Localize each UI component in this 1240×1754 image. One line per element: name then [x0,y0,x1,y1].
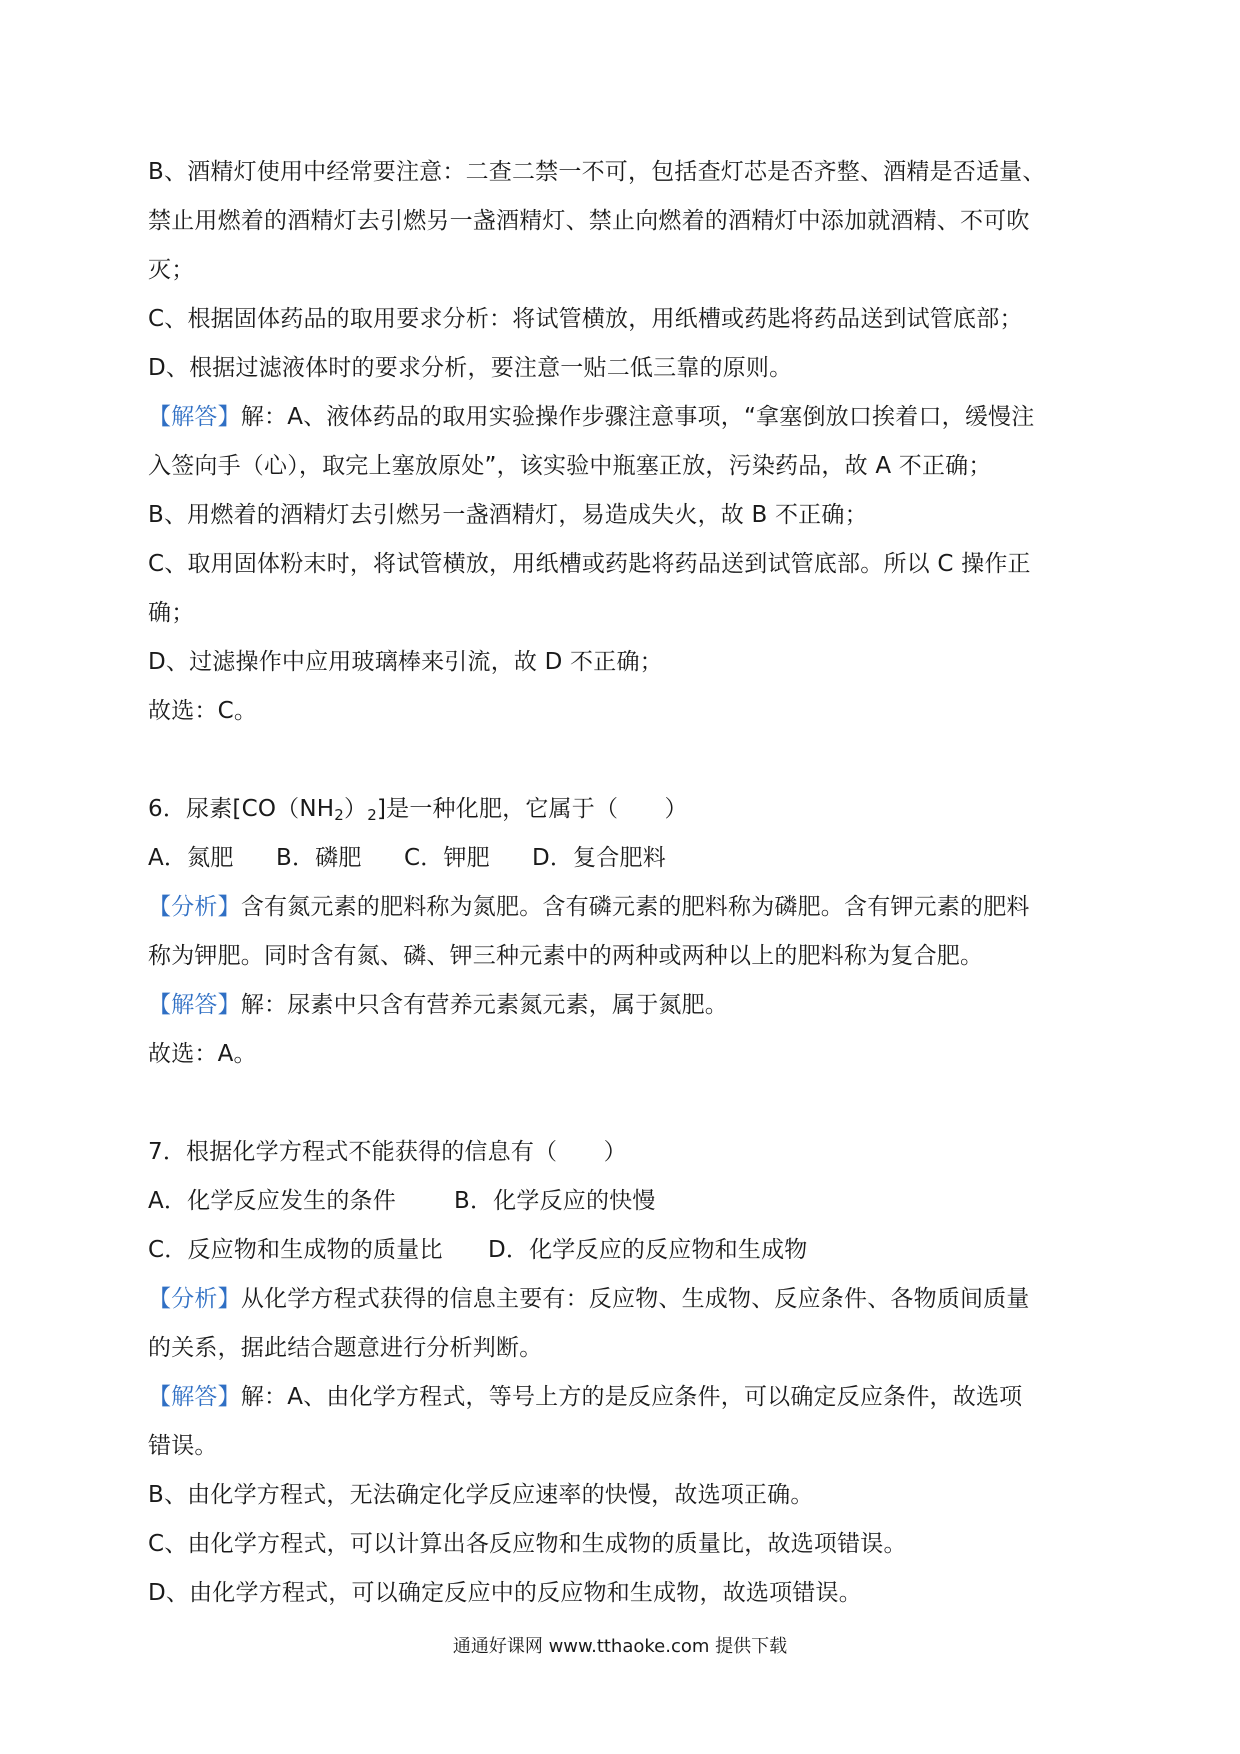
question-stem: 7．根据化学方程式不能获得的信息有（ ） [148,1139,627,1165]
analysis-line [148,1275,1096,1324]
answer-line [148,393,1096,442]
stem-part: ]是一种化肥，它属于（ ） [376,796,688,822]
option-b: B．磷肥 [276,845,362,871]
text-line: D、根据过滤液体时的要求分析，要注意一贴二低三靠的原则。 [148,355,793,381]
analysis-text: 含有氮元素的肥料称为氮肥。含有磷元素的肥料称为磷肥。含有钾元素的肥料 [240,894,1030,920]
option-c: C．钾肥 [404,845,490,871]
text-line: 入签向手（心），取完上塞放原处”，该实验中瓶塞正放，污染药品，故 A 不正确； [148,453,992,479]
choice-line: 故选：A。 [148,1041,257,1067]
text-line: 禁止用燃着的酒精灯去引燃另一盏酒精灯、禁止向燃着的酒精灯中添加就酒精、不可吹 [148,208,1030,234]
answer-line [148,1373,1096,1422]
answer-text: 解：尿素中只含有营养元素氮元素，属于氮肥。 [240,992,729,1018]
text-line: D、过滤操作中应用玻璃棒来引流，故 D 不正确； [148,649,663,675]
answer-tag: 【解答】 [148,404,241,430]
document-body [148,148,1096,1618]
option-b: B．化学反应的快慢 [454,1188,656,1214]
choice-line: 故选：C。 [148,698,258,724]
text-line: B、用燃着的酒精灯去引燃另一盏酒精灯，易造成失火，故 B 不正确； [148,502,868,528]
stem-part: ） [344,796,368,822]
options-row [148,834,1096,883]
answer-text: 解：A、液体药品的取用实验操作步骤注意事项，“拿塞倒放口挨着口，缓慢注 [240,404,1035,430]
text-line: C、取用固体粉末时，将试管横放，用纸槽或药匙将药品送到试管底部。所以 C 操作正 [148,551,1031,577]
analysis-tag: 【分析】 [148,894,241,920]
answer-tag: 【解答】 [148,1384,241,1410]
spacer [148,736,1096,785]
analysis-line [148,883,1096,932]
options-row [148,1226,1096,1275]
text-line: C、由化学方程式，可以计算出各反应物和生成物的质量比，故选项错误。 [148,1531,907,1557]
text-line: D、由化学方程式，可以确定反应中的反应物和生成物，故选项错误。 [148,1580,862,1606]
option-c: C．反应物和生成物的质量比 [148,1237,443,1263]
option-d: D．化学反应的反应物和生成物 [488,1237,808,1263]
answer-tag: 【解答】 [148,992,241,1018]
answer-text: 解：A、由化学方程式，等号上方的是反应条件，可以确定反应条件，故选项 [240,1384,1023,1410]
analysis-tag: 【分析】 [148,1286,241,1312]
answer-line [148,981,1096,1030]
analysis-text: 从化学方程式获得的信息主要有：反应物、生成物、反应条件、各物质间质量 [240,1286,1030,1312]
subscript: 2 [334,806,345,824]
option-d: D．复合肥料 [532,845,666,871]
text-line: B、由化学方程式，无法确定化学反应速率的快慢，故选项正确。 [148,1482,814,1508]
page-footer: 通通好课网 www.tthaoke.com 提供下载 [452,1636,788,1657]
text-line: 称为钾肥。同时含有氮、磷、钾三种元素中的两种或两种以上的肥料称为复合肥。 [148,943,984,969]
text-line: C、根据固体药品的取用要求分析：将试管横放，用纸槽或药匙将药品送到试管底部； [148,306,1023,332]
options-row [148,1177,1096,1226]
text-line: B、酒精灯使用中经常要注意：二查二禁一不可，包括查灯芯是否齐整、酒精是否适量、 [148,159,1046,185]
text-line: 确； [148,600,195,626]
option-a: A．化学反应发生的条件 [148,1188,396,1214]
text-line: 错误。 [148,1433,218,1459]
subscript: 2 [367,806,377,824]
spacer [148,1079,1096,1128]
option-a: A．氮肥 [148,845,234,871]
question-stem [148,785,1096,834]
text-line: 灭； [148,257,195,283]
stem-part: 6．尿素[CO（NH [148,796,335,822]
text-line: 的关系，据此结合题意进行分析判断。 [148,1335,543,1361]
